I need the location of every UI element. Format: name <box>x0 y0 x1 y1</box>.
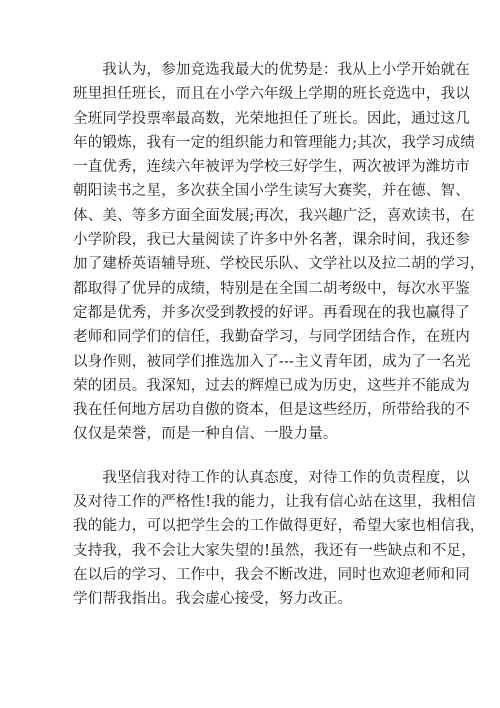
text-line: 一直优秀，连续六年被评为学校三好学生，两次被评为潍坊市 <box>73 159 470 176</box>
text-line: 小学阶段，我已大量阅读了许多中外名著，课余时间，我还参 <box>73 232 470 249</box>
text-line: 朝阳读书之星，多次获全国小学生读写大赛奖，并在德、智、 <box>73 183 470 200</box>
paragraph-1 <box>73 58 485 447</box>
text-line: 我在任何地方居功自傲的资本，但是这些经历，所带给我的不 <box>73 402 470 419</box>
text-line: 全班同学投票率最高数，光荣地担任了班长。因此，通过这几 <box>73 110 470 127</box>
text-line: 班里担任班长，而且在小学六年级上学期的班长竞选中，我以 <box>73 86 470 103</box>
text-line: 都取得了优异的成绩，特别是在全国二胡考级中，每次水平鉴 <box>73 280 470 297</box>
text-line: 学们帮我指出。我会虚心接受，努力改正。 <box>73 591 353 608</box>
text-line: 定都是优秀，并多次受到教授的好评。再看现在的我也赢得了 <box>73 304 470 321</box>
text-line: 支持我，我不会让大家失望的!虽然，我还有一些缺点和不足， <box>73 542 476 559</box>
text-line: 体、美、等多方面全面发展;再次，我兴趣广泛，喜欢读书，在 <box>73 207 475 224</box>
text-line: 在以后的学习、工作中，我会不断改进，同时也欢迎老师和同 <box>73 566 470 583</box>
paragraph-2 <box>73 466 485 612</box>
text-line: 仅仅是荣誉，而是一种自信、一股力量。 <box>73 426 338 443</box>
text-line: 老师和同学们的信任，我勤奋学习，与同学团结合作，在班内 <box>73 329 470 346</box>
text-line: 我坚信我对待工作的认真态度，对待工作的负责程度，以 <box>73 469 470 486</box>
text-line: 及对待工作的严格性!我的能力，让我有信心站在这里，我相信 <box>73 494 476 511</box>
text-line: 我认为，参加竞选我最大的优势是：我从上小学开始就在 <box>73 62 470 78</box>
text-line: 年的锻炼，我有一定的组织能力和管理能力;其次，我学习成绩 <box>73 134 475 151</box>
text-line: 荣的团员。我深知，过去的辉煌已成为历史，这些并不能成为 <box>73 377 470 394</box>
text-line: 我的能力，可以把学生会的工作做得更好，希望大家也相信我， <box>73 518 485 535</box>
text-line: 以身作则，被同学们推选加入了---主义青年团，成为了一名光 <box>73 353 471 370</box>
text-line: 加了建桥英语辅导班、学校民乐队、文学社以及拉二胡的学习， <box>73 256 485 273</box>
